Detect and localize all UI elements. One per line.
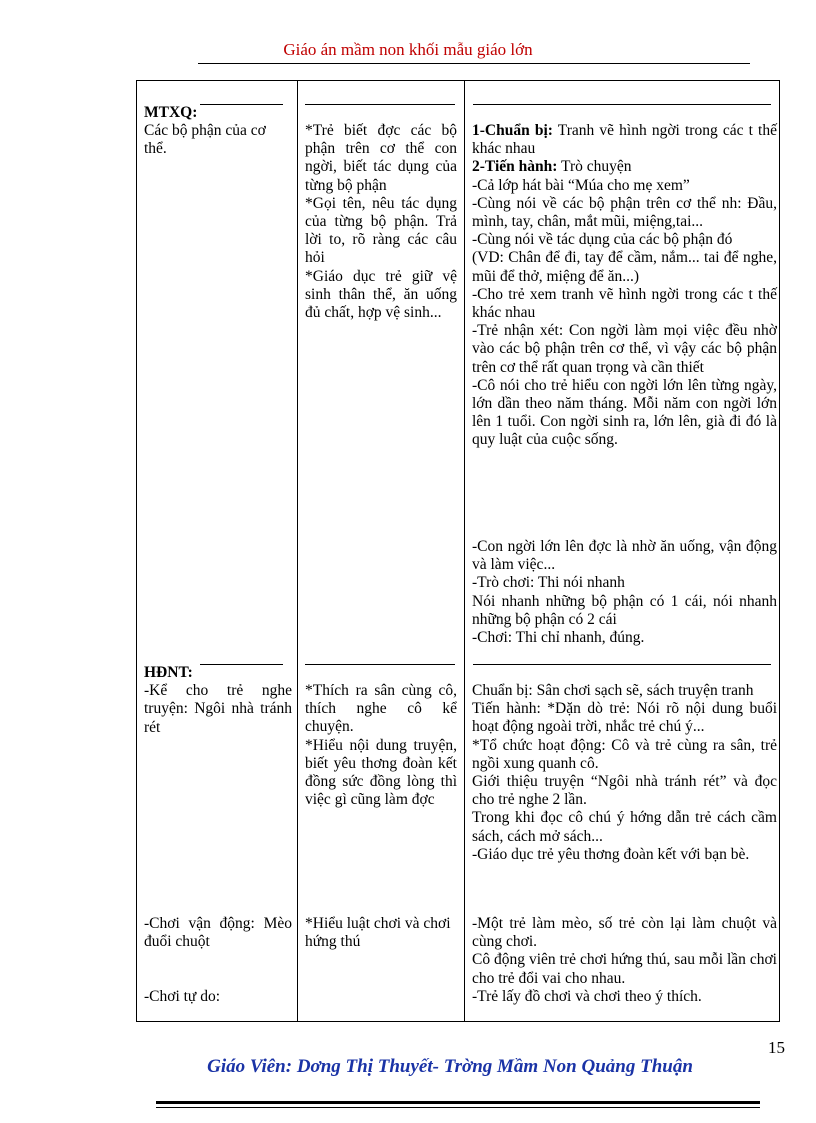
activity-game [144, 915, 292, 951]
step: -Cô nói cho trẻ hiểu con ngời lớn lên từng ngày, lớn dần theo năm tháng. Mỗi năm con ngời lớn lên 1 tuổi. Con ngời sinh ra, lớn lên, già đi đó là quy luật của cuộc sống. [472, 376, 777, 449]
mtxq-topic: Các bộ phận của cơ thể. [144, 122, 266, 158]
page-number: 15 [768, 1038, 785, 1057]
hdnt-procedure-2 [472, 915, 777, 1006]
rule-line [473, 664, 771, 665]
prep-text: Tranh vẽ hình ngời trong các t thế khác nhau [472, 122, 777, 158]
step: Tiến hành: *Dặn dò trẻ: Nói rõ nội dung buổi hoạt động ngoài trời, nhắc trẻ chú ý... [472, 700, 777, 736]
process-label: 2-Tiến hành: [472, 158, 558, 176]
objective: *Gọi tên, nêu tác dụng của từng bộ phận. Trả lời to, rõ ràng các câu hỏi [305, 194, 457, 267]
header-rule [198, 63, 750, 64]
column-divider [297, 80, 298, 1022]
step: -Giáo dục trẻ yêu thơng đoàn kết với bạn bè. [472, 845, 750, 863]
step: (VD: Chân để đi, tay để cầm, nắm... tai để nghe, mũi để thở, miệng để ăn...) [472, 249, 777, 285]
process-line [472, 158, 777, 176]
rule-line [305, 664, 455, 665]
prep-line [472, 122, 777, 158]
step: -Trẻ lấy đồ chơi và chơi theo ý thích. [472, 987, 702, 1005]
mtxq-procedure [472, 122, 777, 450]
objective: *Trẻ biết đợc các bộ phận trên cơ thể con ngời, biết tác dụng của từng bộ phận [305, 122, 457, 194]
step: Nói nhanh những bộ phận có 1 cái, nói nhanh những bộ phận có 2 cái [472, 592, 777, 628]
activity-free-play-label: -Chơi tự do: [144, 988, 221, 1005]
step: -Trẻ nhận xét: Con ngời làm mọi việc đều nhờ vào các bộ phận trên cơ thể, vì vậy các bộ phận trên cơ thể rất quan trọng và cần thiết [472, 322, 777, 376]
objective: *Thích ra sân cùng cô, thích nghe cô kể chuyện. [305, 682, 457, 736]
objective: *Giáo dục trẻ giữ vệ sinh thân thể, ăn uống đủ chất, hợp vệ sinh... [305, 267, 457, 322]
activity-free-play [144, 988, 292, 1006]
step: -Một trẻ làm mèo, số trẻ còn lại làm chuột và cùng chơi. [472, 915, 777, 951]
mtxq-heading: MTXQ: [144, 104, 198, 121]
rule-line [473, 104, 771, 105]
step: -Chơi: Thi chỉ nhanh, đúng. [472, 629, 645, 647]
prep-label: 1-Chuẩn bị: [472, 122, 553, 139]
column-divider [464, 80, 465, 1022]
page-header-title: Giáo án mầm non khối mẫu giáo lớn [283, 40, 533, 59]
hdnt-heading: HĐNT: [144, 664, 193, 681]
step: *Tổ chức hoạt động: Cô và trẻ cùng ra sân, trẻ ngồi xung quanh cô. [472, 736, 777, 772]
step: Trong khi đọc cô chú ý hớng dẫn trẻ cách cầm sách, cách mở sách... [472, 809, 777, 845]
step: -Cùng nói về các bộ phận trên cơ thể nh: Đầu, mình, tay, chân, mắt mũi, miệng,tai... [472, 194, 777, 231]
footer-rule [156, 1107, 760, 1108]
mtxq-left-cell [144, 104, 292, 159]
process-text: Trò chuyện [557, 158, 632, 176]
hdnt-left-cell [144, 664, 292, 737]
step: Giới thiệu truyện “Ngôi nhà tránh rét” và đọc cho trẻ nghe 2 lần. [472, 773, 777, 809]
footer-rule [156, 1101, 760, 1104]
step: Chuẩn bị: Sân chơi sạch sẽ, sách truyện tranh [472, 682, 754, 699]
hdnt-procedure-1 [472, 682, 777, 864]
step: Cô động viên trẻ chơi hứng thú, sau mỗi lần chơi cho trẻ đổi vai cho nhau. [472, 951, 777, 987]
hdnt-objectives-2 [305, 915, 457, 951]
hdnt-objectives-1 [305, 682, 457, 809]
activity-game-label: -Chơi vận động: Mèo đuổi chuột [144, 915, 292, 951]
step: -Con ngời lớn lên đợc là nhờ ăn uống, vận động và làm việc... [472, 538, 777, 574]
step: -Cả lớp hát bài “Múa cho mẹ xem” [472, 176, 690, 194]
activity-story: -Kể cho trẻ nghe truyện: Ngôi nhà tránh rét [144, 682, 292, 736]
mtxq-procedure-cont [472, 538, 777, 647]
step: -Trò chơi: Thi nói nhanh [472, 574, 625, 592]
step: -Cho trẻ xem tranh vẽ hình ngời trong các t thế khác nhau [472, 285, 777, 322]
objective: *Hiểu nội dung truyện, biết yêu thơng đoàn kết đồng sức đồng lòng thì việc gì cũng làm đợc [305, 736, 457, 809]
mtxq-objectives [305, 122, 457, 322]
rule-line [305, 104, 455, 105]
objective: *Hiểu luật chơi và chơi hứng thú [305, 915, 451, 951]
step: -Cùng nói về tác dụng của các bộ phận đó [472, 231, 733, 249]
footer-author: Giáo Viên: Dơng Thị Thuyết- Trờng Mầm Non Quảng Thuận [207, 1056, 693, 1077]
